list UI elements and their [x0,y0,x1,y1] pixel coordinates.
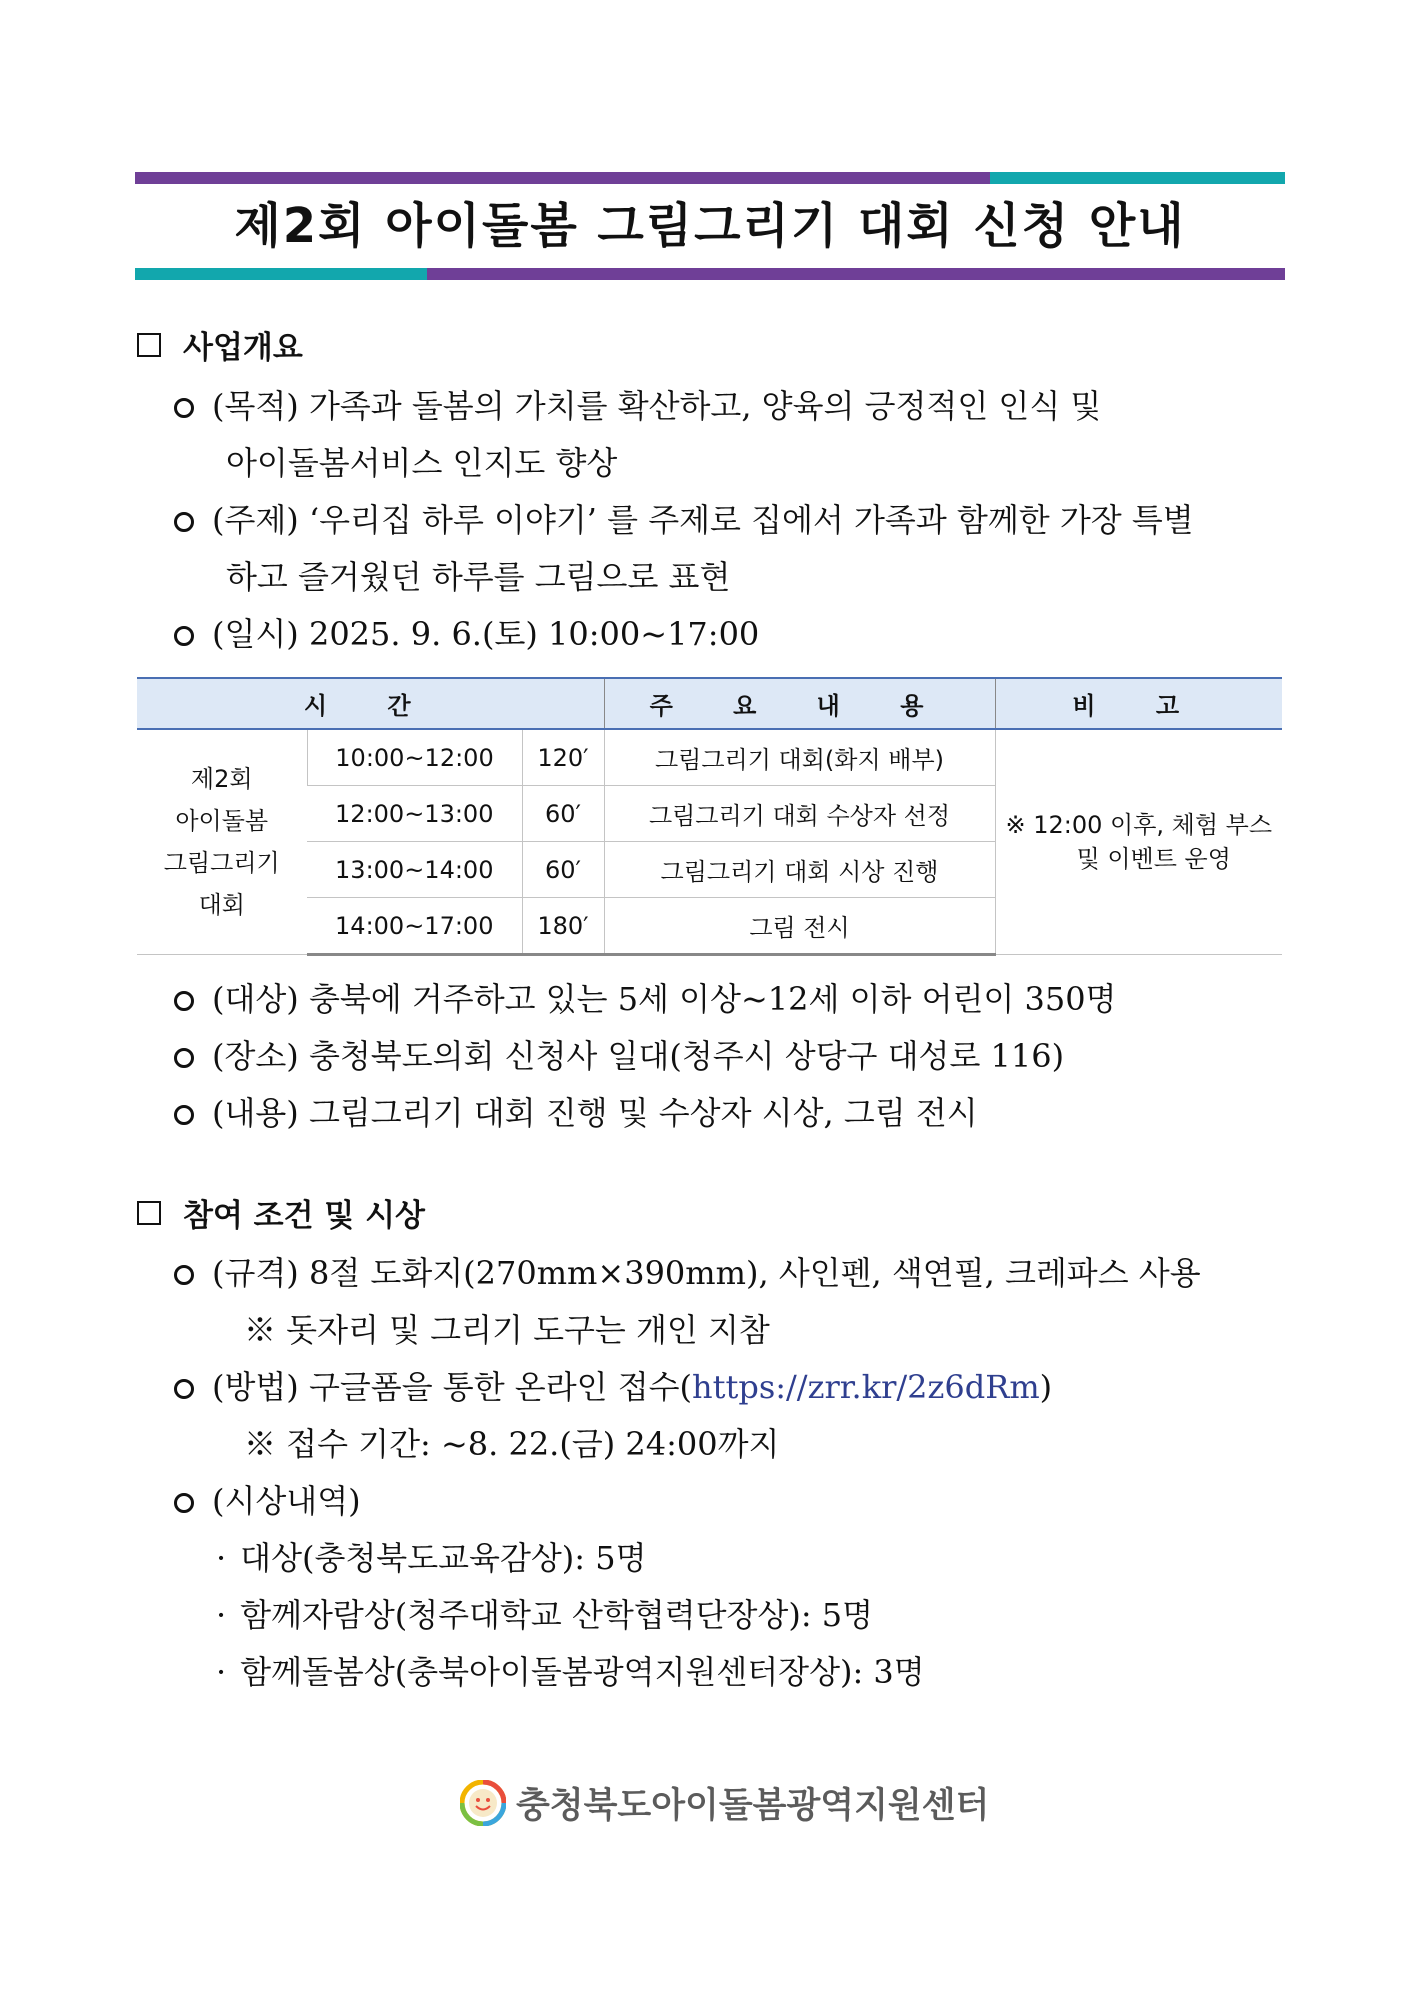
event-name-cell: 제2회 아이돌봄 그림그리기 대회 [137,729,307,955]
content-cell: 그림그리기 대회 수상자 선정 [604,786,995,842]
bottom-color-bar [135,268,1285,280]
top-color-bar [135,172,1285,184]
awards-label-line: (시상내역) [174,1481,361,1521]
content-cell: 그림 전시 [604,898,995,955]
section-heading-conditions: 참여 조건 및 시상 [137,1190,425,1235]
spec-line: (규격) 8절 도화지(270mm×390mm), 사인펜, 색연필, 크레파스 사용 [174,1253,1201,1293]
circle-bullet-icon [174,1265,194,1285]
middle-dot-icon: · [216,1596,227,1634]
page-title: 제2회 아이돌봄 그림그리기 대회 신청 안내 [234,198,1186,254]
header-note: 비 고 [995,678,1282,729]
circle-bullet-icon [174,1105,194,1125]
award-item: · 함께자람상(청주대학교 산학협력단장상): 5명 [216,1596,874,1634]
theme-line: (주제) ‘우리집 하루 이야기’ 를 주제로 집에서 가족과 함께한 가장 특별 [174,500,1194,540]
method-line: (방법) 구글폼을 통한 온라인 접수(https://zrr.kr/2z6dRm) [174,1367,1052,1407]
place-line: (장소) 충청북도의회 신청사 일대(청주시 상당구 대성로 116) [174,1036,1064,1076]
table-header-row [137,678,1282,729]
time-cell: 13:00~14:00 [307,842,522,898]
target-line: (대상) 충북에 거주하고 있는 5세 이상~12세 이하 어린이 350명 [174,979,1116,1019]
checkbox-icon [137,1201,161,1225]
header-content: 주 요 내 용 [604,678,995,729]
content-cell: 그림그리기 대회(화지 배부) [604,729,995,786]
schedule-table [137,677,1282,956]
duration-cell: 180′ [522,898,604,955]
middle-dot-icon: · [216,1653,227,1691]
title-banner [135,172,1285,280]
duration-cell: 120′ [522,729,604,786]
circle-bullet-icon [174,1379,194,1399]
table-row [137,729,1282,786]
smiley-logo-icon [460,1780,506,1826]
circle-bullet-icon [174,1493,194,1513]
purpose-line-cont: 아이돌봄서비스 인지도 향상 [226,444,618,482]
note-cell: ※ 12:00 이후, 체험 부스 및 이벤트 운영 [995,729,1282,955]
award-item: · 대상(충청북도교육감상): 5명 [216,1539,647,1577]
checkbox-icon [137,333,161,357]
section-heading-overview: 사업개요 [137,322,303,367]
application-link[interactable]: https://zrr.kr/2z6dRm [692,1368,1040,1406]
duration-cell: 60′ [522,842,604,898]
award-item: · 함께돌봄상(충북아이돌봄광역지원센터장상): 3명 [216,1653,925,1691]
time-cell: 10:00~12:00 [307,729,522,786]
circle-bullet-icon [174,626,194,646]
org-logo [460,1778,989,1828]
content-line: (내용) 그림그리기 대회 진행 및 수상자 시상, 그림 전시 [174,1093,978,1133]
theme-line-cont: 하고 즐거웠던 하루를 그림으로 표현 [226,558,731,596]
middle-dot-icon: · [216,1539,227,1577]
spec-note: ※ 돗자리 및 그리기 도구는 개인 지참 [244,1311,770,1349]
circle-bullet-icon [174,512,194,532]
header-time: 시 간 [137,678,604,729]
time-cell: 14:00~17:00 [307,898,522,955]
circle-bullet-icon [174,1048,194,1068]
purpose-line: (목적) 가족과 돌봄의 가치를 확산하고, 양육의 긍정적인 인식 및 [174,386,1101,426]
circle-bullet-icon [174,991,194,1011]
content-cell: 그림그리기 대회 시상 진행 [604,842,995,898]
date-line: (일시) 2025. 9. 6.(토) 10:00~17:00 [174,614,759,654]
deadline-note: ※ 접수 기간: ~8. 22.(금) 24:00까지 [244,1425,780,1463]
time-cell: 12:00~13:00 [307,786,522,842]
org-name: 충청북도아이돌봄광역지원센터 [516,1786,990,1826]
circle-bullet-icon [174,398,194,418]
duration-cell: 60′ [522,786,604,842]
